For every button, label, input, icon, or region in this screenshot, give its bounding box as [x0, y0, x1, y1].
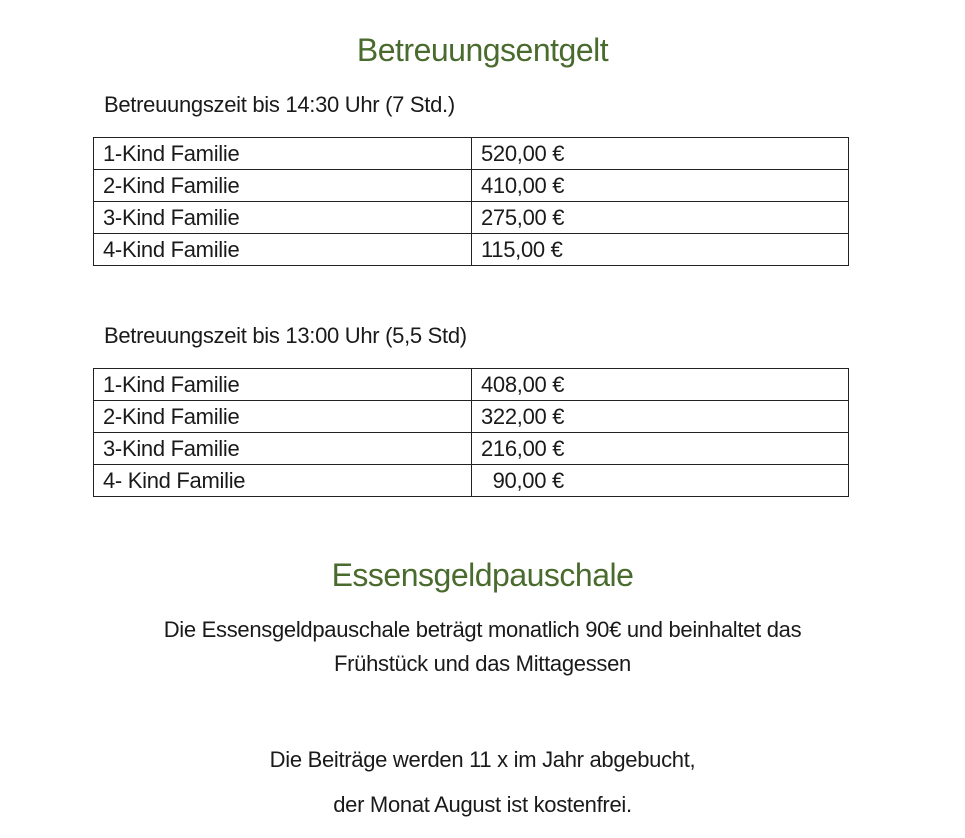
table-b-caption: Betreuungszeit bis 13:00 Uhr (5,5 Std)	[104, 323, 467, 348]
meal-fee-text-line2: Frühstück und das Mittagessen	[333, 651, 631, 676]
row-label: 3-Kind Familie	[94, 202, 472, 234]
row-amount: 115,00 €	[472, 234, 849, 266]
row-label: 1-Kind Familie	[94, 369, 472, 401]
table-row	[94, 234, 849, 266]
row-label: 1-Kind Familie	[94, 138, 472, 170]
fees-table-half-day	[93, 368, 849, 497]
table-row	[94, 369, 849, 401]
table-row	[94, 170, 849, 202]
table-row	[94, 401, 849, 433]
row-amount: 90,00 €	[472, 465, 849, 497]
row-amount: 408,00 €	[472, 369, 849, 401]
row-label: 4- Kind Familie	[94, 465, 472, 497]
billing-note-line1: Die Beiträge werden 11 x im Jahr abgebucht,	[269, 747, 696, 772]
row-label: 2-Kind Familie	[94, 170, 472, 202]
table-row	[94, 138, 849, 170]
fees-title: Betreuungsentgelt	[356, 32, 609, 68]
row-label: 4-Kind Familie	[94, 234, 472, 266]
row-amount: 322,00 €	[472, 401, 849, 433]
meal-fee-text-line1: Die Essensgeldpauschale beträgt monatlich 90€ und beinhaltet das	[163, 617, 802, 642]
table-row	[94, 202, 849, 234]
table-row	[94, 465, 849, 497]
row-amount: 275,00 €	[472, 202, 849, 234]
row-amount: 216,00 €	[472, 433, 849, 465]
table-row	[94, 433, 849, 465]
meal-fee-title: Essensgeldpauschale	[331, 557, 634, 593]
fees-table-full-day	[93, 137, 849, 266]
table-a-caption: Betreuungszeit bis 14:30 Uhr (7 Std.)	[104, 92, 455, 117]
row-amount: 410,00 €	[472, 170, 849, 202]
billing-note-line2: der Monat August ist kostenfrei.	[333, 792, 632, 817]
row-label: 3-Kind Familie	[94, 433, 472, 465]
row-label: 2-Kind Familie	[94, 401, 472, 433]
row-amount: 520,00 €	[472, 138, 849, 170]
